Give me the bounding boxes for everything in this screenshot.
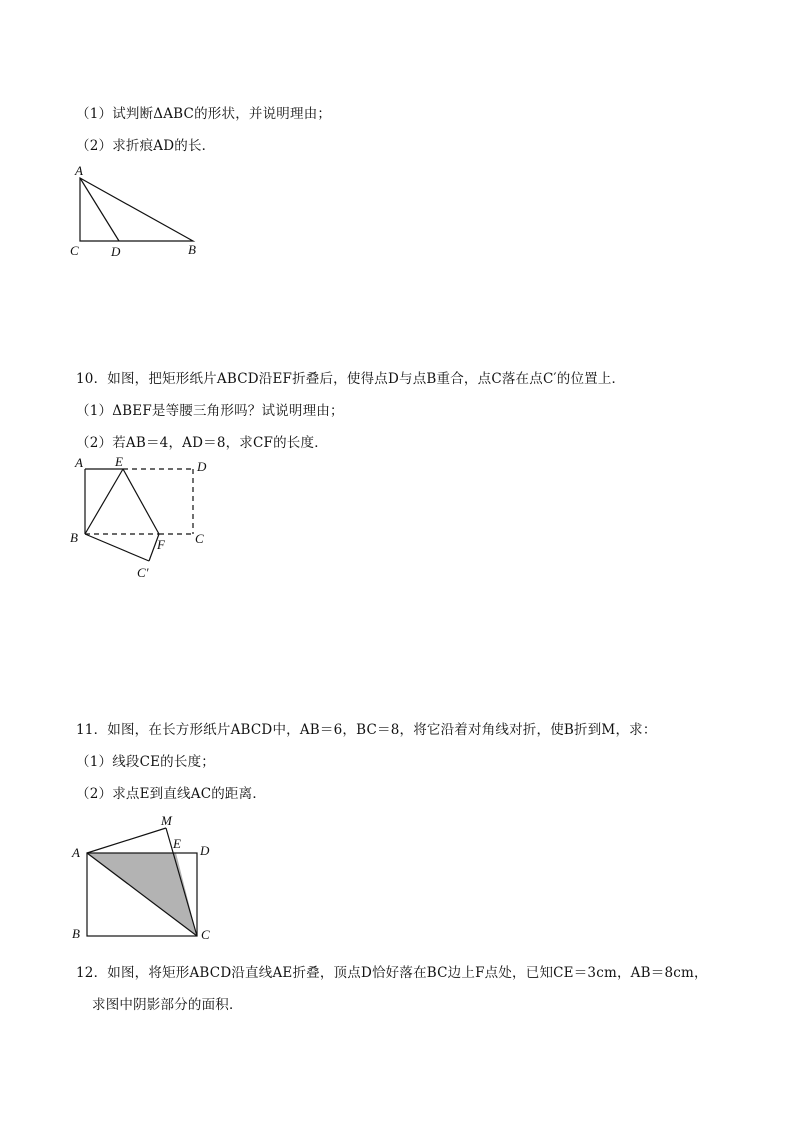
q10-label-f: F (157, 537, 165, 552)
q10-segment-bc-prime (85, 534, 149, 561)
q10-label-c: C (195, 531, 204, 546)
q9-label-c: C (70, 243, 79, 258)
q10-label-c-prime: C′ (137, 565, 149, 580)
q10-segment-be (85, 469, 123, 534)
q9-label-a: A (75, 163, 83, 178)
q10-label-b: B (70, 530, 78, 545)
q10-figure (60, 450, 230, 585)
q10-stem: 10．如图，把矩形纸片ABCD沿EF折叠后，使得点D与点B重合，点C落在点C′的位置上． (76, 371, 626, 387)
q9-part1: （1）试判断ΔABC的形状，并说明理由； (76, 106, 332, 122)
q11-segment-am (87, 828, 166, 853)
q10-part2: （2）若AB＝4，AD＝8，求CF的长度． (76, 435, 328, 451)
q11-label-e: E (173, 836, 181, 851)
q10-part1: （1）ΔBEF是等腰三角形吗？试说明理由； (76, 403, 344, 419)
q11-part1: （1）线段CE的长度； (76, 754, 215, 770)
q9-part2: （2）求折痕AD的长． (76, 138, 216, 154)
q12-stem: 12．如图，将矩形ABCD沿直线AE折叠，顶点D恰好落在BC边上F点处，已知CE＝3cm，AB＝8cm， (76, 965, 708, 981)
q9-label-b: B (188, 242, 196, 257)
q10-label-e: E (115, 454, 123, 469)
q10-label-d: D (197, 459, 207, 474)
q11-label-c: C (201, 927, 210, 942)
q11-figure (60, 808, 230, 948)
q11-label-b: B (72, 926, 80, 941)
q9-figure (60, 160, 220, 265)
q9-label-d: D (111, 244, 121, 259)
q11-label-m: M (161, 813, 172, 828)
q10-label-a: A (75, 455, 83, 470)
q9-crease-ad (80, 178, 119, 241)
q9-triangle-abc (80, 178, 193, 241)
q11-label-d: D (200, 843, 210, 858)
q11-stem: 11．如图，在长方形纸片ABCD中，AB＝6，BC＝8，将它沿着对角线对折，使B折到M，求： (76, 722, 657, 738)
q11-part2: （2）求点E到直线AC的距离． (76, 786, 267, 802)
q11-label-a: A (72, 845, 80, 860)
q10-segment-ef (123, 469, 159, 534)
q12-stem-cont: 求图中阴影部分的面积． (92, 997, 243, 1013)
